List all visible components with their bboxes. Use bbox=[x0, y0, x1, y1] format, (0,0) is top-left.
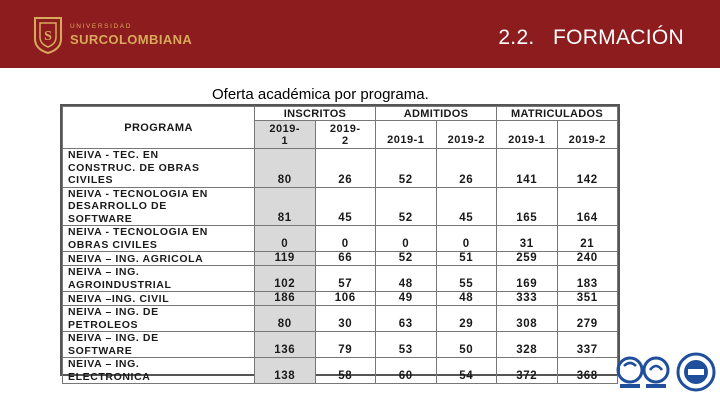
table-cell: 52 bbox=[376, 149, 437, 188]
table-cell: 368 bbox=[557, 358, 618, 384]
table-cell: 169 bbox=[497, 266, 558, 292]
table-cell: 106 bbox=[315, 292, 376, 306]
table-cell: 164 bbox=[557, 187, 618, 226]
table-cell: 0 bbox=[436, 226, 497, 252]
inscritos-2019-2-header: 2019- 2 bbox=[315, 121, 376, 149]
table-cell: 21 bbox=[557, 226, 618, 252]
icontec-seal-icon bbox=[618, 358, 642, 388]
iqnet-seal-icon bbox=[644, 358, 668, 388]
table-row bbox=[63, 187, 618, 226]
table-cell: 119 bbox=[255, 252, 316, 266]
table-cell: 81 bbox=[255, 187, 316, 226]
program-name: NEIVA - TEC. EN CONSTRUC. DE OBRAS CIVILES bbox=[63, 149, 255, 188]
program-name: NEIVA –ING. CIVIL bbox=[63, 292, 255, 306]
admitidos-2019-2-header: 2019-2 bbox=[436, 121, 497, 149]
matriculados-2019-1-header: 2019-1 bbox=[497, 121, 558, 149]
program-name: NEIVA – ING. AGROINDUSTRIAL bbox=[63, 266, 255, 292]
program-name: NEIVA - TECNOLOGIA EN OBRAS CIVILES bbox=[63, 226, 255, 252]
program-name: NEIVA – ING. ELECTRONICA bbox=[63, 358, 255, 384]
table-row bbox=[63, 252, 618, 266]
program-name: NEIVA – ING. AGRICOLA bbox=[63, 252, 255, 266]
admitidos-2019-1-header: 2019-1 bbox=[376, 121, 437, 149]
table-row bbox=[63, 226, 618, 252]
table-row bbox=[63, 358, 618, 384]
admitidos-header: ADMITIDOS bbox=[376, 107, 497, 121]
table-cell: 79 bbox=[315, 332, 376, 358]
table-cell: 45 bbox=[315, 187, 376, 226]
table-cell: 55 bbox=[436, 266, 497, 292]
accreditation-seal-icon bbox=[678, 354, 714, 390]
logo-university-label: UNIVERSIDAD bbox=[70, 23, 133, 31]
certification-seals bbox=[584, 350, 720, 394]
table-row bbox=[63, 149, 618, 188]
table-cell: 308 bbox=[497, 306, 558, 332]
table-cell: 30 bbox=[315, 306, 376, 332]
svg-text:S: S bbox=[44, 29, 52, 44]
table-cell: 48 bbox=[436, 292, 497, 306]
table-cell: 142 bbox=[557, 149, 618, 188]
inscritos-header: INSCRITOS bbox=[255, 107, 376, 121]
table-row bbox=[63, 292, 618, 306]
table-row bbox=[63, 332, 618, 358]
table-cell: 102 bbox=[255, 266, 316, 292]
slide-subtitle: Oferta académica por programa. bbox=[212, 86, 429, 103]
table-cell: 165 bbox=[497, 187, 558, 226]
table-cell: 183 bbox=[557, 266, 618, 292]
table-cell: 57 bbox=[315, 266, 376, 292]
crest-icon bbox=[32, 15, 64, 55]
table-cell: 337 bbox=[557, 332, 618, 358]
table-cell: 52 bbox=[376, 252, 437, 266]
matriculados-2019-2-header: 2019-2 bbox=[557, 121, 618, 149]
program-name: NEIVA – ING. DE SOFTWARE bbox=[63, 332, 255, 358]
table-cell: 26 bbox=[436, 149, 497, 188]
table-row bbox=[63, 306, 618, 332]
table-cell: 54 bbox=[436, 358, 497, 384]
table-cell: 186 bbox=[255, 292, 316, 306]
table-cell: 58 bbox=[315, 358, 376, 384]
table-cell: 80 bbox=[255, 306, 316, 332]
table-cell: 31 bbox=[497, 226, 558, 252]
table-cell: 45 bbox=[436, 187, 497, 226]
table-cell: 141 bbox=[497, 149, 558, 188]
table-cell: 52 bbox=[376, 187, 437, 226]
table-cell: 60 bbox=[376, 358, 437, 384]
header-bar bbox=[0, 0, 720, 68]
table-cell: 80 bbox=[255, 149, 316, 188]
table-cell: 333 bbox=[497, 292, 558, 306]
enrollment-table bbox=[60, 104, 620, 383]
table-cell: 328 bbox=[497, 332, 558, 358]
program-name: NEIVA - TECNOLOGIA EN DESARROLLO DE SOFTWARE bbox=[63, 187, 255, 226]
table-cell: 372 bbox=[497, 358, 558, 384]
table-cell: 63 bbox=[376, 306, 437, 332]
table-cell: 259 bbox=[497, 252, 558, 266]
table-cell: 51 bbox=[436, 252, 497, 266]
table-cell: 351 bbox=[557, 292, 618, 306]
table-cell: 0 bbox=[255, 226, 316, 252]
page-title: 2.2. FORMACIÓN bbox=[498, 26, 684, 49]
table-row bbox=[63, 266, 618, 292]
table-cell: 48 bbox=[376, 266, 437, 292]
table-cell: 240 bbox=[557, 252, 618, 266]
table-cell: 49 bbox=[376, 292, 437, 306]
logo-name: SURCOLOMBIANA bbox=[70, 31, 193, 47]
table-cell: 29 bbox=[436, 306, 497, 332]
table-cell: 53 bbox=[376, 332, 437, 358]
university-logo[interactable] bbox=[32, 14, 192, 56]
program-name: NEIVA – ING. DE PETROLEOS bbox=[63, 306, 255, 332]
table-cell: 0 bbox=[376, 226, 437, 252]
table-cell: 66 bbox=[315, 252, 376, 266]
table-cell: 279 bbox=[557, 306, 618, 332]
table-cell: 26 bbox=[315, 149, 376, 188]
table-cell: 0 bbox=[315, 226, 376, 252]
matriculados-header: MATRICULADOS bbox=[497, 107, 618, 121]
table-cell: 50 bbox=[436, 332, 497, 358]
inscritos-2019-1-header: 2019- 1 bbox=[255, 121, 316, 149]
programa-header: PROGRAMA bbox=[63, 107, 255, 149]
table-cell: 138 bbox=[255, 358, 316, 384]
table-cell: 136 bbox=[255, 332, 316, 358]
